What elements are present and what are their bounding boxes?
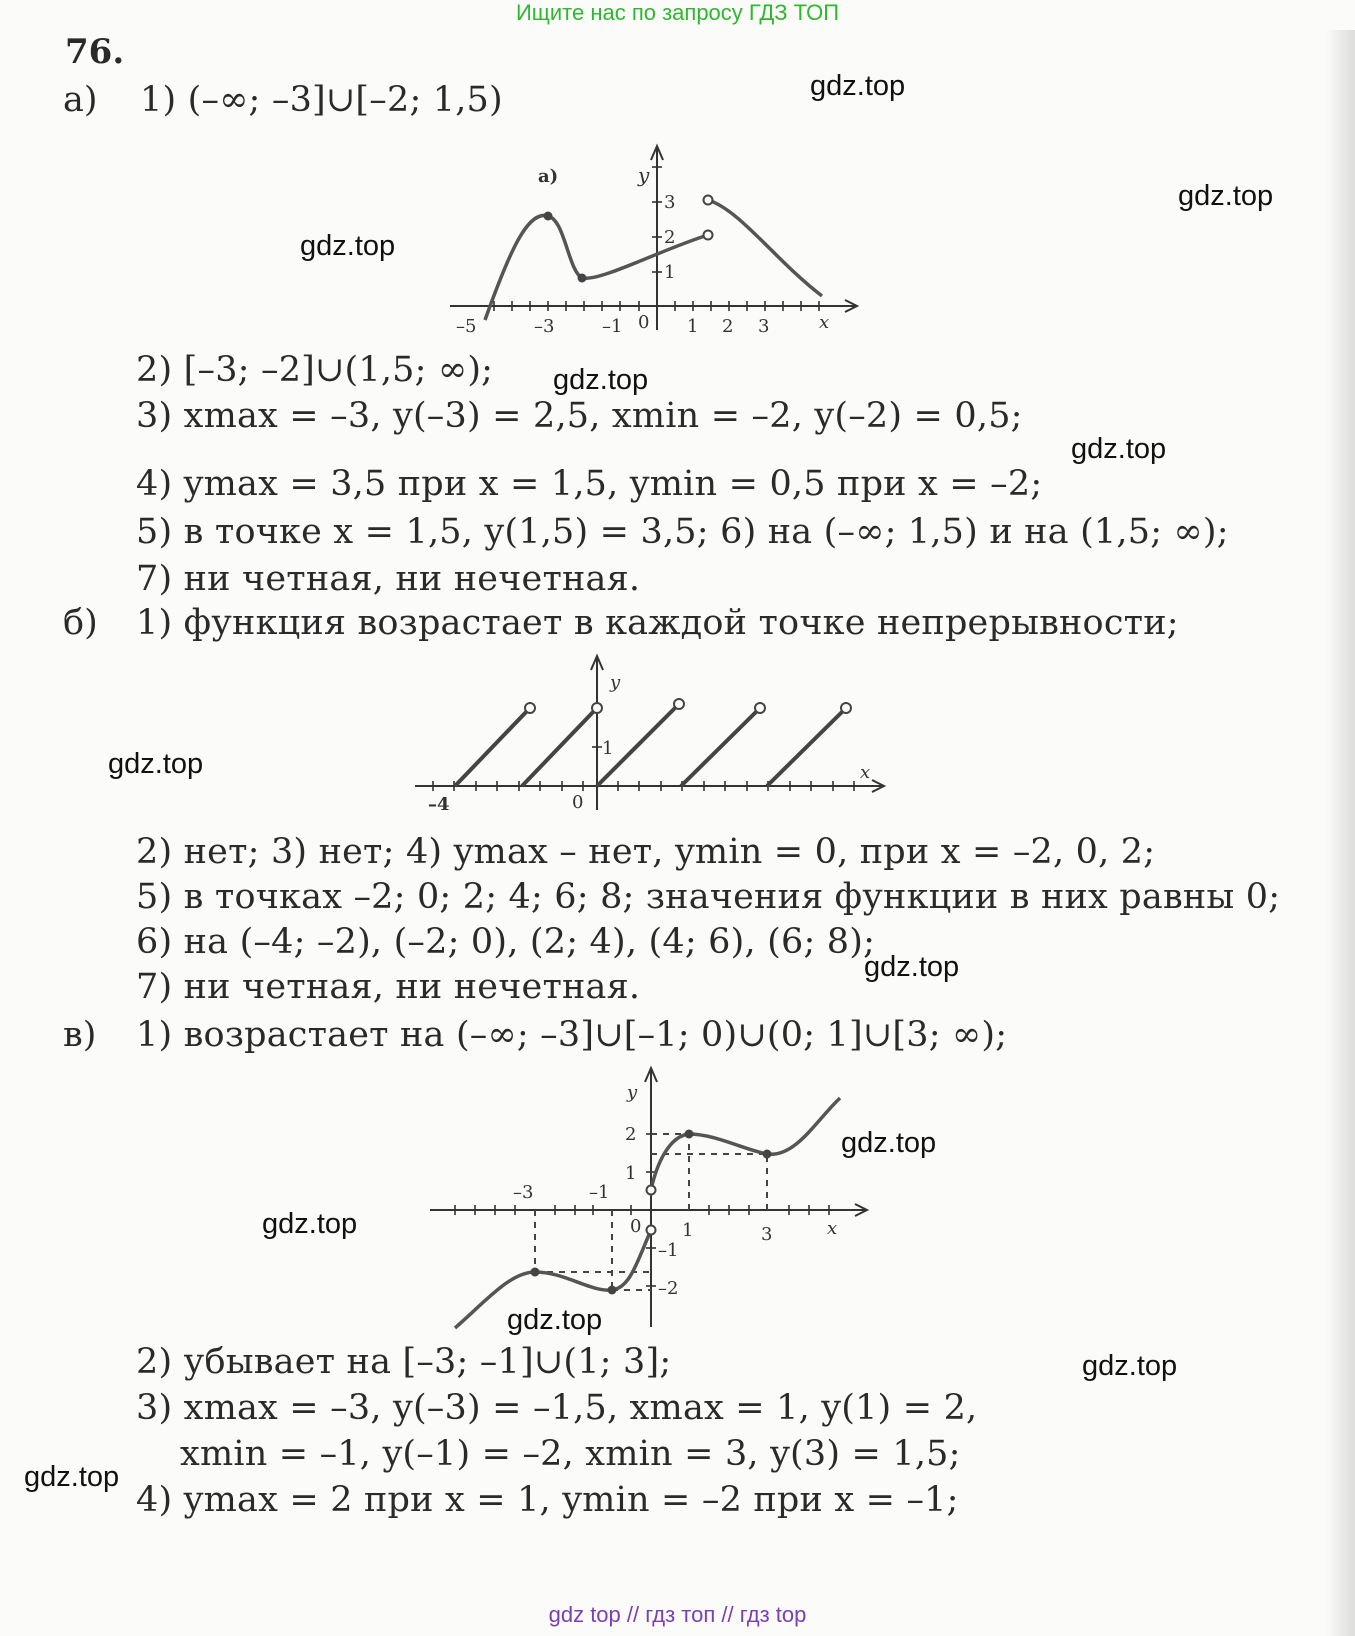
graph-v-ytick: –2 xyxy=(658,1278,679,1299)
graph-v-xtick: 3 xyxy=(761,1224,773,1245)
graph-v xyxy=(425,1062,875,1332)
graph-v-point xyxy=(531,1268,540,1277)
watermark: gdz.top xyxy=(841,1127,937,1159)
graph-b-open-point xyxy=(525,703,535,713)
graph-v-ytick: 2 xyxy=(625,1124,637,1145)
watermark: gdz.top xyxy=(1178,180,1274,212)
part-b-line-1: 1) функция возрастает в каждой точке непрерывности; xyxy=(136,603,1179,643)
watermark: gdz.top xyxy=(507,1304,603,1336)
footer-links[interactable]: gdz top // гдз топ // гдз top xyxy=(548,1602,807,1627)
part-a-label: а) xyxy=(63,80,98,120)
graph-a-xtick: –3 xyxy=(534,316,555,337)
part-v-label: в) xyxy=(63,1015,97,1055)
part-b-line-4: 6) на (–4; –2), (–2; 0), (2; 4), (4; 6), (6; 8); xyxy=(136,922,876,962)
part-a-line-3: 3) xmax = –3, y(–3) = 2,5, xmin = –2, y(–2) = 0,5; xyxy=(136,396,1023,436)
graph-a xyxy=(440,140,870,345)
graph-b-xtick: –4 xyxy=(428,794,450,815)
graph-a-xtick: 3 xyxy=(758,316,770,337)
graph-v-xtick: –3 xyxy=(513,1182,534,1203)
graph-a-xtick: 2 xyxy=(722,316,734,337)
part-a-line-1: 1) (–∞; –3]∪[–2; 1,5) xyxy=(140,80,503,120)
graph-v-xtick: 1 xyxy=(682,1220,694,1241)
graph-a-title: а) xyxy=(538,166,559,187)
graph-a-open-point xyxy=(704,196,713,205)
graph-b-open-point xyxy=(592,703,602,713)
graph-v-curve-right xyxy=(651,1098,840,1190)
graph-b-ylabel: y xyxy=(610,672,621,693)
graph-a-xtick: –1 xyxy=(602,316,623,337)
graph-v-ytick: 1 xyxy=(625,1163,637,1184)
graph-a-ytick: 2 xyxy=(664,227,676,248)
graph-a-point xyxy=(578,274,587,283)
graph-a-point xyxy=(544,212,553,221)
graph-a-ylabel: y xyxy=(638,163,650,187)
part-b-line-5: 7) ни четная, ни нечетная. xyxy=(136,967,641,1007)
part-b-line-2: 2) нет; 3) нет; 4) ymax – нет, ymin = 0, при x = –2, 0, 2; xyxy=(136,832,1156,872)
part-v-line-5: 4) ymax = 2 при x = 1, ymin = –2 при x = –1; xyxy=(136,1480,959,1520)
graph-v-point xyxy=(763,1150,772,1159)
graph-v-ytick: –1 xyxy=(658,1240,679,1261)
watermark: gdz.top xyxy=(864,951,960,983)
graph-v-open-point xyxy=(647,1186,656,1195)
watermark: gdz.top xyxy=(108,748,204,780)
part-a-line-4: 4) ymax = 3,5 при x = 1,5, ymin = 0,5 при x = –2; xyxy=(136,464,1043,504)
watermark: gdz.top xyxy=(262,1208,358,1240)
graph-v-xtick: 0 xyxy=(630,1216,642,1237)
graph-v-point xyxy=(608,1286,617,1295)
problem-number: 76. xyxy=(65,32,125,72)
graph-v-xtick: –1 xyxy=(589,1182,610,1203)
graph-b-open-point xyxy=(841,703,851,713)
graph-a-open-point xyxy=(704,231,713,240)
graph-v-curve-left xyxy=(455,1230,651,1328)
part-v-line-1: 1) возрастает на (–∞; –3]∪[–1; 0)∪(0; 1]∪[3; ∞); xyxy=(136,1015,1008,1055)
watermark: gdz.top xyxy=(1071,433,1167,465)
watermark: gdz.top xyxy=(810,70,906,102)
part-v-line-4: xmin = –1, y(–1) = –2, xmin = 3, y(3) = 1,5; xyxy=(180,1434,961,1474)
watermark: gdz.top xyxy=(1082,1350,1178,1382)
watermark: gdz.top xyxy=(553,364,649,396)
graph-a-xtick: –5 xyxy=(456,316,477,337)
graph-b-xtick: 0 xyxy=(572,792,584,813)
part-a-line-6: 7) ни четная, ни нечетная. xyxy=(136,559,641,599)
graph-v-point xyxy=(685,1130,694,1139)
part-a-line-2: 2) [–3; –2]∪(1,5; ∞); xyxy=(136,350,494,390)
search-banner[interactable]: Ищите нас по запросу ГДЗ ТОП xyxy=(515,0,840,25)
graph-b-ytick: 1 xyxy=(602,738,614,759)
graph-b-open-point xyxy=(674,699,684,709)
graph-a-xlabel: x xyxy=(819,312,830,333)
graph-a-ytick: 1 xyxy=(664,262,676,283)
page-edge-shadow xyxy=(1325,30,1355,1636)
part-b-line-3: 5) в точках –2; 0; 2; 4; 6; 8; значения функции в них равны 0; xyxy=(136,877,1281,917)
part-v-line-3: 3) xmax = –3, y(–3) = –1,5, xmax = 1, y(1) = 2, xyxy=(136,1388,978,1428)
graph-b-open-point xyxy=(755,703,765,713)
graph-b-xlabel: x xyxy=(860,762,871,783)
watermark: gdz.top xyxy=(300,230,396,262)
graph-v-open-point xyxy=(647,1226,656,1235)
graph-a-curve-right xyxy=(708,200,822,296)
graph-b xyxy=(410,650,890,815)
graph-a-xtick: 0 xyxy=(638,312,650,333)
graph-a-ytick: 3 xyxy=(664,192,676,213)
graph-v-ylabel: y xyxy=(627,1082,638,1103)
part-b-label: б) xyxy=(63,603,98,643)
graph-v-xlabel: x xyxy=(827,1218,838,1239)
part-a-line-5: 5) в точке x = 1,5, y(1,5) = 3,5; 6) на (–∞; 1,5) и на (1,5; ∞); xyxy=(136,512,1229,552)
part-v-line-2: 2) убывает на [–3; –1]∪(1; 3]; xyxy=(136,1342,672,1382)
graph-a-xtick: 1 xyxy=(687,316,699,337)
watermark: gdz.top xyxy=(24,1461,120,1493)
